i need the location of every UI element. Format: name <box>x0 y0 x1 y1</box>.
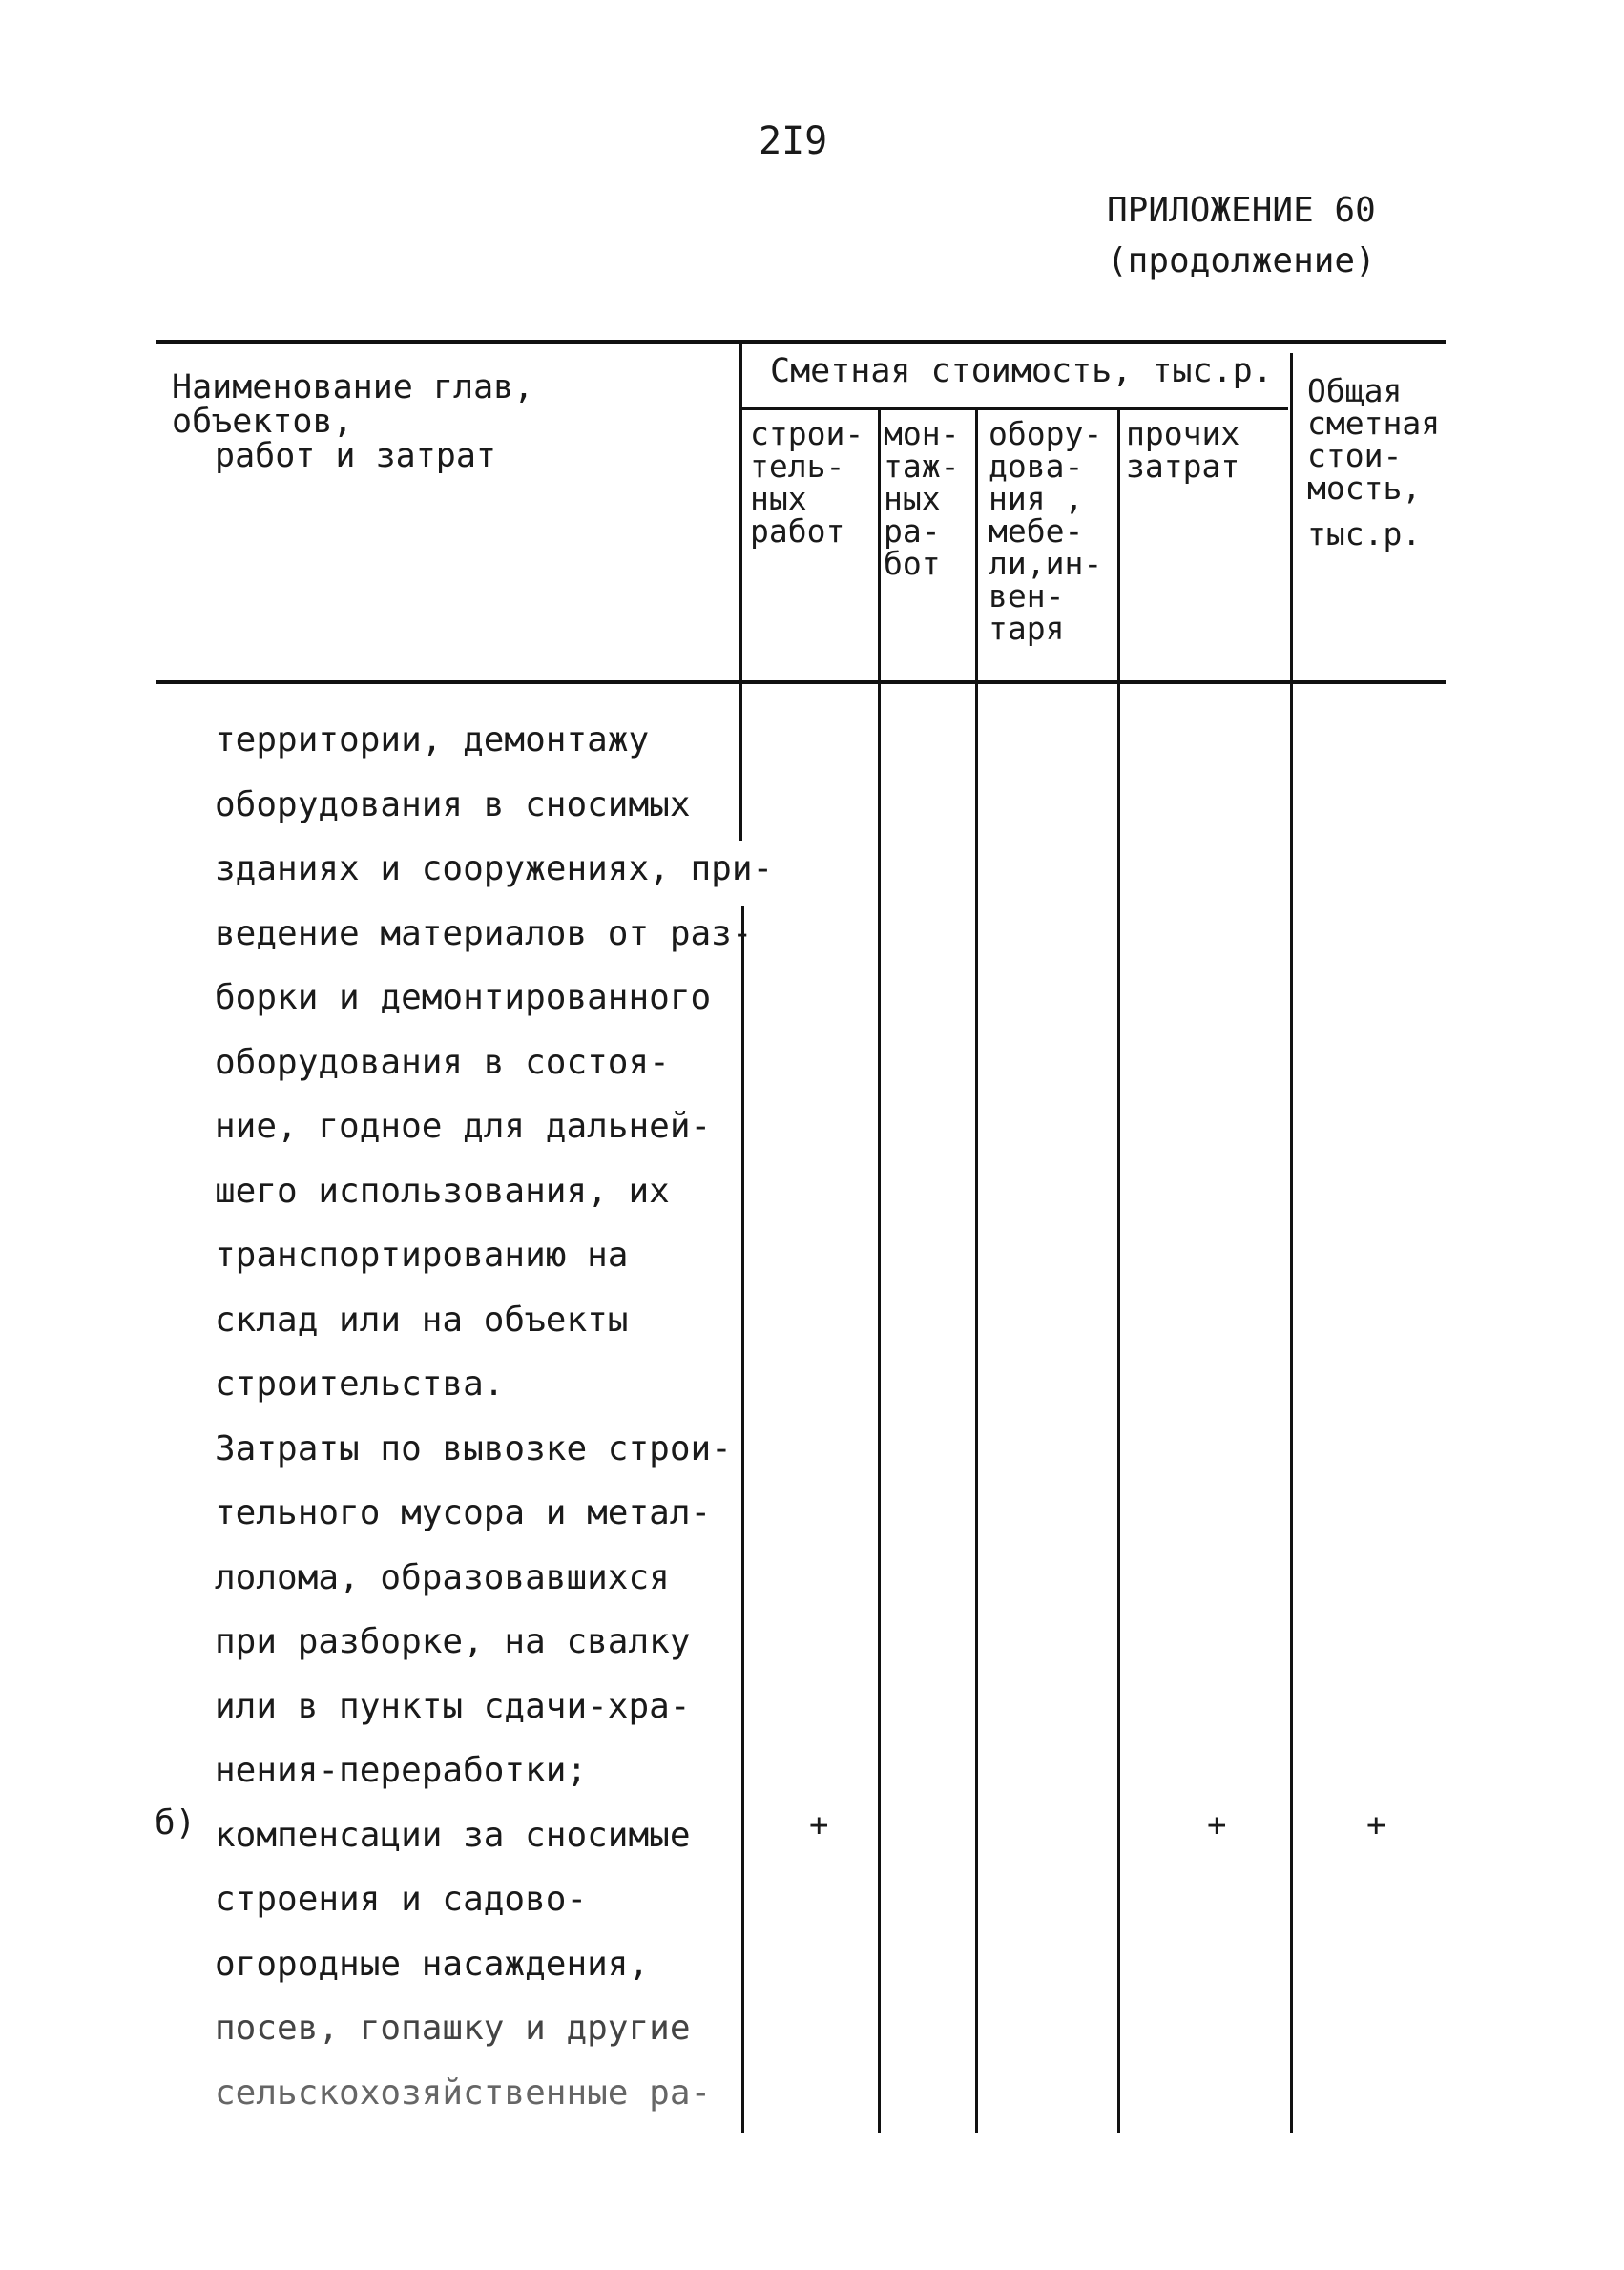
body-line: склад или на объекты <box>215 1300 629 1340</box>
col-divider-construction <box>878 410 881 2133</box>
name-header-line-1: Наименование глав, объектов, <box>172 368 534 441</box>
body-line: строения и садово- <box>215 1880 588 1919</box>
equipment-header: обору- дова- ния , мебе- ли,ин- вен- таря <box>989 415 1103 647</box>
body-line: строительства. <box>215 1364 505 1404</box>
item-marker: б) <box>155 1803 197 1843</box>
body-line: зданиях и сооружениях, при- <box>215 849 774 888</box>
appendix-subtitle: (продолжение) <box>1107 241 1376 281</box>
page-number: 2I9 <box>759 119 828 163</box>
body-line: компенсации за сносимые <box>215 1815 691 1855</box>
construction-plus-mark: + <box>809 1806 829 1844</box>
col-divider-equipment <box>1117 410 1120 2133</box>
body-line: ведение материалов от раз- <box>215 913 753 953</box>
body-line: ние, годное для дальней- <box>215 1107 712 1146</box>
cost-group-header: Сметная стоимость, тыс.р. <box>770 352 1273 390</box>
name-column-header <box>172 370 725 473</box>
body-line: оборудования в сносимых <box>215 784 691 824</box>
body-line: сельскохозяйственные ра- <box>215 2072 712 2113</box>
name-header-line-2: работ и затрат <box>215 437 497 475</box>
cost-group-rule <box>739 407 1288 410</box>
body-line: борки и демонтированного <box>215 978 712 1017</box>
table-top-rule <box>156 340 1446 344</box>
installation-works-header: мон- таж- ных ра- бот <box>884 415 960 582</box>
body-line: или в пункты сдачи-хра- <box>215 1686 691 1726</box>
body-line: огородные насаждения, <box>215 1944 650 1984</box>
total-cost-header: Общая сметная стои- мость, тыс.р. <box>1307 372 1441 552</box>
appendix-title: ПРИЛОЖЕНИЕ 60 <box>1107 191 1376 230</box>
body-text-block <box>215 708 778 2125</box>
body-line: лолома, образовавшихся <box>215 1557 670 1597</box>
col-divider-installation <box>975 410 978 2133</box>
other-costs-header: прочих затрат <box>1126 415 1240 485</box>
other-plus-mark: + <box>1207 1806 1227 1844</box>
body-line: при разборке, на свалку <box>215 1622 691 1661</box>
body-line: Затраты по вывозке строи- <box>215 1428 732 1468</box>
body-line: посев, гопашку и другие <box>215 2009 691 2048</box>
body-line: оборудования в состоя- <box>215 1042 670 1082</box>
construction-works-header: строи- тель- ных работ <box>750 415 864 550</box>
col-divider-other <box>1290 353 1293 2133</box>
body-line: нения-переработки; <box>215 1751 588 1790</box>
body-line: тельного мусора и метал- <box>215 1493 712 1532</box>
header-bottom-rule <box>156 680 1446 684</box>
body-line: шего использования, их <box>215 1171 670 1211</box>
body-line: транспортированию на <box>215 1236 629 1275</box>
total-plus-mark: + <box>1366 1806 1386 1844</box>
body-line: территории, демонтажу <box>215 720 650 760</box>
